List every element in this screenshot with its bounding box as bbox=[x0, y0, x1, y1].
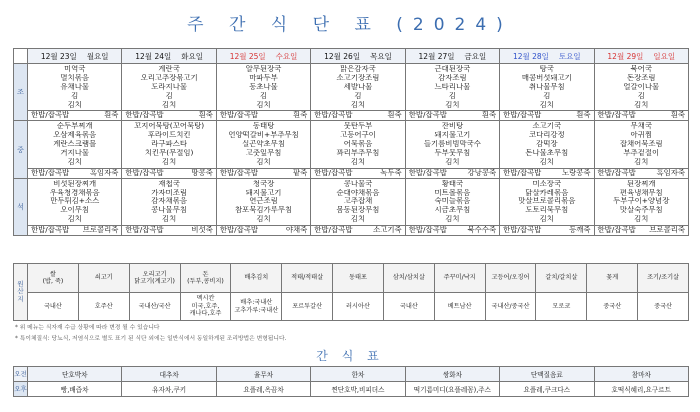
rice-option: 한밥/잡곡밥 bbox=[219, 167, 259, 177]
menu-item: 우육청경채볶음 bbox=[49, 188, 100, 197]
origin-country: 포르투갈산 bbox=[282, 293, 333, 321]
rice-option: 한밥/잡곡밥 bbox=[408, 110, 447, 120]
origin-item: 삼치/삼치살 bbox=[383, 264, 434, 293]
rice-option: 한밥/잡곡밥 bbox=[503, 110, 542, 120]
rice-option: 한밥/잡곡밥 bbox=[314, 225, 353, 235]
menu-cell bbox=[500, 121, 594, 178]
snack-item: 단맥질음료 bbox=[500, 367, 594, 382]
rice-row bbox=[500, 110, 593, 120]
origin-country: 멕시칸 미국,호주, 캐나다,호주 bbox=[180, 293, 231, 321]
porridge-option: 흑임자죽 bbox=[656, 167, 685, 177]
menu-item: 김치 bbox=[350, 100, 366, 109]
note-2: * 특이체질식: 당뇨식, 저염식으로 별도 표기 된 식단 외에는 일반식에서 동일하게된 조리방법은 변형됩니다. bbox=[15, 336, 287, 342]
rice-option: 한밥/잡곡밥 bbox=[219, 225, 259, 235]
snack-item: 쌍화차 bbox=[405, 367, 499, 382]
menu-item: 시금초무침 bbox=[434, 206, 471, 215]
menu-item: 어묵볶음 bbox=[343, 140, 373, 149]
porridge-option: 흰죽 bbox=[198, 110, 213, 120]
menu-item: 김치 bbox=[67, 100, 82, 109]
rice-row bbox=[595, 225, 688, 235]
rice-option: 한밥/잡곡밥 bbox=[597, 167, 636, 177]
day-weekday: 화요일 bbox=[181, 51, 203, 61]
snack-pm-label: 오후 bbox=[14, 382, 28, 397]
menu-item: 돼지불고기 bbox=[245, 188, 282, 197]
menu-item: 알무된장국 bbox=[245, 65, 282, 73]
menu-cell bbox=[311, 178, 405, 235]
snack-item: 대추차 bbox=[122, 367, 216, 382]
menu-item: 마파두부 bbox=[249, 73, 278, 82]
porridge-option: 소고기죽 bbox=[373, 225, 402, 235]
origin-country: 모로코 bbox=[536, 293, 587, 321]
menu-cell bbox=[28, 121, 122, 178]
origin-item: 주꾸미/낙지 bbox=[434, 264, 485, 293]
rice-row bbox=[311, 110, 404, 120]
menu-item: 연근조림 bbox=[249, 197, 278, 206]
menu-item: 맛살브로콜리볶음 bbox=[518, 197, 576, 206]
snack-table bbox=[13, 366, 689, 397]
menu-item: 미소장국 bbox=[532, 179, 562, 188]
menu-item: 거지나물 bbox=[60, 149, 89, 158]
menu-cell bbox=[405, 178, 499, 235]
menu-cell bbox=[500, 178, 594, 235]
porridge-option: 흰죽 bbox=[576, 110, 591, 120]
rice-row bbox=[28, 168, 121, 178]
rice-option: 한밥/잡곡밥 bbox=[125, 225, 164, 235]
rice-row bbox=[122, 110, 215, 120]
note-1: * 위 메뉴는 식자재 수급 상황에 따라 변경 될 수 있습니다 bbox=[15, 325, 160, 331]
origin-label: 원산지 bbox=[14, 264, 28, 321]
menu-item: 김치 bbox=[256, 100, 271, 109]
day-date: 12월 23일 bbox=[40, 51, 77, 61]
origin-country: 국내산 bbox=[28, 293, 79, 321]
menu-item: 김치 bbox=[634, 157, 649, 166]
rice-option: 한밥/잡곡밥 bbox=[31, 110, 70, 120]
menu-item: 소고기장조림 bbox=[336, 73, 380, 82]
menu-item: 가자미조림 bbox=[151, 188, 187, 197]
porridge-option: 흰죽 bbox=[104, 110, 119, 120]
menu-item: 뭇탄두부 bbox=[343, 122, 373, 131]
menu-item: 꼬지어묵탕(꼬어묵탕) bbox=[134, 122, 205, 131]
menu-cell bbox=[311, 64, 405, 121]
rice-option: 한밥/잡곡밥 bbox=[31, 225, 70, 235]
menu-item: 탕국 bbox=[539, 65, 554, 73]
menu-cell bbox=[594, 64, 688, 121]
menu-item: 김치 bbox=[539, 215, 554, 224]
menu-item: 동태탕 bbox=[252, 122, 275, 131]
rice-row bbox=[311, 225, 404, 235]
menu-item: 숙미늘볶음 bbox=[434, 197, 471, 206]
rice-option: 한밥/잡곡밥 bbox=[408, 225, 447, 235]
rice-option: 한밥/잡곡밥 bbox=[408, 167, 447, 177]
menu-item: 감자채볶음 bbox=[151, 197, 187, 206]
menu-item: 김 bbox=[259, 91, 268, 100]
menu-item: 김치 bbox=[445, 100, 460, 109]
rice-row bbox=[28, 110, 121, 120]
menu-item: 편육냉채무침 bbox=[619, 188, 663, 197]
menu-item: 오삼제육볶음 bbox=[53, 131, 97, 140]
snack-item: 빵,배즙차 bbox=[28, 382, 122, 397]
menu-item: 무채국 bbox=[630, 122, 652, 131]
menu-item: 소고기국 bbox=[532, 122, 562, 131]
rice-row bbox=[500, 225, 593, 235]
menu-item: 김 bbox=[543, 91, 551, 100]
snack-item: 찐단호박,비피더스 bbox=[311, 382, 405, 397]
menu-item: 순두부찌개 bbox=[56, 122, 93, 131]
menu-item: 도토리묵무침 bbox=[525, 206, 569, 215]
menu-item: 라구파스타 bbox=[151, 140, 187, 149]
rice-row bbox=[595, 110, 688, 120]
origin-item: 꽃게 bbox=[587, 264, 638, 293]
origin-item: 고등어/오징어 bbox=[485, 264, 536, 293]
page-title: 주 간 식 단 표 (2024) bbox=[187, 15, 513, 35]
menu-item: 김치 bbox=[350, 157, 366, 166]
day-date: 12월 28일 bbox=[512, 51, 549, 61]
menu-item: 김치 bbox=[445, 215, 460, 224]
menu-cell bbox=[500, 64, 594, 121]
origin-country: 국내산/중국산 bbox=[485, 293, 536, 321]
rice-row bbox=[217, 110, 310, 120]
origin-table bbox=[13, 263, 689, 321]
origin-item: 배추김치 bbox=[231, 264, 282, 293]
menu-item: 두부구이+양념장 bbox=[613, 197, 670, 206]
menu-item: 실곤약초무침 bbox=[242, 140, 285, 149]
menu-item: 김 bbox=[71, 91, 79, 100]
menu-item: 참포묵김가루무침 bbox=[234, 206, 293, 215]
origin-country: 베트남산 bbox=[434, 293, 485, 321]
rice-row bbox=[122, 168, 215, 178]
rice-option: 한밥/잡곡밥 bbox=[125, 167, 164, 177]
menu-item: 돼지불고기 bbox=[434, 131, 471, 140]
meal-row bbox=[14, 178, 689, 235]
day-header bbox=[311, 49, 405, 64]
origin-item: 쌀 (밥, 죽) bbox=[28, 264, 79, 293]
origin-item: 돈 (두부,콩비지) bbox=[180, 264, 231, 293]
day-weekday: 수요일 bbox=[275, 51, 298, 61]
menu-item: 치킨무(무절임) bbox=[144, 149, 194, 158]
menu-cell bbox=[594, 121, 688, 178]
rice-option: 한밥/잡곡밥 bbox=[219, 110, 259, 120]
menu-cell bbox=[311, 121, 405, 178]
rice-option: 한밥/잡곡밥 bbox=[31, 167, 70, 177]
menu-item: 고추잡채 bbox=[343, 197, 373, 206]
menu-item: 얼갈이나물 bbox=[623, 82, 660, 91]
origin-country: 호주산 bbox=[78, 293, 129, 321]
origin-item: 동태포 bbox=[333, 264, 384, 293]
menu-item: 김치 bbox=[161, 215, 177, 224]
day-weekday: 일요일 bbox=[653, 51, 676, 61]
origin-country: 국내산/국산 bbox=[129, 293, 180, 321]
snack-item: 떡기름미디(요플레꼼),주스 bbox=[405, 382, 499, 397]
menu-item: 꽈리부추무침 bbox=[336, 149, 380, 158]
origin-item: 쇠고기 bbox=[78, 264, 129, 293]
menu-cell bbox=[122, 64, 216, 121]
menu-item: 비섯된장찌개 bbox=[53, 179, 97, 188]
menu-item: 김치 bbox=[539, 100, 554, 109]
menu-cell bbox=[216, 121, 310, 178]
menu-item: 재첩국 bbox=[158, 179, 180, 188]
snack-item: 참마차 bbox=[594, 367, 688, 382]
porridge-option: 녹두죽 bbox=[380, 167, 402, 177]
day-date: 12월 27일 bbox=[418, 51, 455, 61]
menu-item: 고춧잎무침 bbox=[245, 149, 282, 158]
meal-label: 석 bbox=[14, 178, 28, 235]
menu-item: 미역국 bbox=[64, 65, 86, 73]
snack-item: 요플레,쿠크다스 bbox=[500, 382, 594, 397]
porridge-option: 야채죽 bbox=[285, 225, 308, 235]
snack-item: 율무차 bbox=[216, 367, 310, 382]
day-date: 12월 24일 bbox=[135, 51, 172, 61]
snack-am-label: 오전 bbox=[14, 367, 28, 382]
porridge-option: 브로콜리죽 bbox=[649, 225, 685, 235]
day-weekday: 목요일 bbox=[370, 51, 392, 61]
menu-cell bbox=[122, 121, 216, 178]
snack-item: 호떡식혜리,요구르트 bbox=[594, 382, 688, 397]
origin-country: 중국산 bbox=[587, 293, 638, 321]
menu-item: 닭살카레볶음 bbox=[525, 188, 569, 197]
porridge-option: 흰죽 bbox=[387, 110, 402, 120]
snack-item: 단호박차 bbox=[28, 367, 122, 382]
menu-item: 계란국 bbox=[158, 65, 180, 73]
porridge-option: 땅콩죽 bbox=[191, 167, 213, 177]
meal-label: 중 bbox=[14, 121, 28, 178]
day-header bbox=[28, 49, 122, 64]
menu-item: 김 bbox=[448, 91, 456, 100]
menu-item: 김치 bbox=[256, 215, 271, 224]
menu-item: 황태국 bbox=[441, 179, 464, 188]
menu-item: 두부뭇무침 bbox=[434, 149, 471, 158]
rice-row bbox=[595, 168, 688, 178]
rice-option: 한밥/잡곡밥 bbox=[314, 167, 353, 177]
menu-item: 세발나물 bbox=[343, 82, 373, 91]
menu-item: 김치 bbox=[67, 215, 82, 224]
rice-option: 한밥/잡곡밥 bbox=[314, 110, 353, 120]
day-date: 12월 25일 bbox=[229, 51, 266, 61]
menu-item: 김치 bbox=[256, 157, 271, 166]
porridge-option: 팥죽 bbox=[292, 167, 308, 177]
meal-row bbox=[14, 121, 689, 178]
menu-item: 김치 bbox=[634, 100, 649, 109]
menu-cell bbox=[405, 64, 499, 121]
menu-item: 감자조림 bbox=[438, 73, 467, 82]
menu-cell bbox=[122, 178, 216, 235]
menu-item: 콩나물무침 bbox=[151, 206, 187, 215]
menu-item: 만두튀김+소스 bbox=[50, 197, 100, 206]
menu-item: 코다리강정 bbox=[528, 131, 565, 140]
day-weekday: 금요일 bbox=[464, 51, 487, 61]
rice-row bbox=[217, 225, 310, 235]
menu-item: 김 bbox=[165, 91, 173, 100]
rice-row bbox=[122, 225, 215, 235]
porridge-option: 비섯죽 bbox=[191, 225, 213, 235]
origin-country: 중국산 bbox=[638, 293, 689, 321]
menu-item: 근대된장국 bbox=[434, 65, 471, 73]
rice-option: 한밥/잡곡밥 bbox=[597, 110, 636, 120]
origin-item: 적태/적태살 bbox=[282, 264, 333, 293]
porridge-option: 등깨죽 bbox=[569, 225, 591, 235]
snack-item: 한차 bbox=[311, 367, 405, 382]
day-weekday: 월요일 bbox=[86, 51, 109, 61]
menu-item: 잔비탕 bbox=[441, 122, 464, 131]
menu-item: 김치 bbox=[539, 157, 554, 166]
menu-item: 순대야채볶음 bbox=[336, 188, 380, 197]
rice-option: 한밥/잡곡밥 bbox=[125, 110, 164, 120]
rice-row bbox=[406, 225, 499, 235]
origin-item: 오리고기 닭고기(계고기) bbox=[129, 264, 180, 293]
day-date: 12월 29일 bbox=[607, 51, 644, 61]
origin-country: 배추:국내산 고추가루:국내산 bbox=[231, 293, 282, 321]
menu-item: 김치 bbox=[161, 100, 177, 109]
rice-row bbox=[28, 225, 121, 235]
rice-row bbox=[217, 168, 310, 178]
rice-option: 한밥/잡곡밥 bbox=[597, 225, 636, 235]
menu-item: 유채나물 bbox=[60, 82, 89, 91]
rice-option: 한밥/잡곡밥 bbox=[503, 167, 542, 177]
menu-cell bbox=[594, 178, 688, 235]
menu-item: 오리고추장볶고기 bbox=[140, 73, 198, 82]
menu-item: 도라지나물 bbox=[151, 82, 187, 91]
snack-title: 간 식 표 bbox=[316, 349, 384, 363]
menu-cell bbox=[216, 178, 310, 235]
meal-row bbox=[14, 64, 689, 121]
rice-row bbox=[406, 110, 499, 120]
origin-country: 국내산 bbox=[383, 293, 434, 321]
menu-item: 콩나물국 bbox=[343, 179, 373, 188]
rice-option: 한밥/잡곡밥 bbox=[503, 225, 542, 235]
menu-item: 멸치볶음 bbox=[60, 73, 89, 82]
day-header bbox=[122, 49, 216, 64]
menu-item: 후라이드치킨 bbox=[147, 131, 191, 140]
menu-cell bbox=[216, 64, 310, 121]
menu-item: 맛살숙주무침 bbox=[619, 206, 663, 215]
rice-row bbox=[406, 168, 499, 178]
menu-item: 맑은감자국 bbox=[340, 65, 376, 73]
day-header bbox=[594, 49, 688, 64]
day-header bbox=[500, 49, 594, 64]
menu-item: 된장찌개 bbox=[626, 179, 656, 188]
rice-row bbox=[500, 168, 593, 178]
menu-item: 감떡장 bbox=[536, 140, 558, 149]
menu-item: 아귀찜 bbox=[630, 131, 652, 140]
porridge-option: 흰죽 bbox=[670, 110, 685, 120]
porridge-option: 노랑콩죽 bbox=[561, 167, 591, 177]
menu-item: 계란스크램블 bbox=[53, 140, 97, 149]
snack-item: 유자차,쿠키 bbox=[122, 382, 216, 397]
menu-item: 언양떡갈비+부추무침 bbox=[228, 131, 299, 140]
menu-item: 들기름비빔막국수 bbox=[423, 140, 481, 149]
menu-item: 김치 bbox=[634, 215, 649, 224]
porridge-option: 브로콜리죽 bbox=[82, 225, 119, 235]
menu-item: 김 bbox=[354, 91, 362, 100]
day-header bbox=[216, 49, 310, 64]
menu-item: 잡채어묵조림 bbox=[619, 140, 663, 149]
porridge-option: 강낭콩죽 bbox=[467, 167, 497, 177]
day-weekday: 토요일 bbox=[558, 51, 581, 61]
porridge-option: 흰죽 bbox=[292, 110, 308, 120]
menu-item: 김치 bbox=[350, 215, 366, 224]
menu-item: 김 bbox=[637, 91, 645, 100]
menu-item: 돈나물초무침 bbox=[525, 149, 569, 158]
menu-item: 부추겉절이 bbox=[623, 149, 660, 158]
origin-item: 갈치/갈치살 bbox=[536, 264, 587, 293]
origin-item: 조기/조기살 bbox=[638, 264, 689, 293]
menu-item: 돈장조림 bbox=[626, 73, 656, 82]
rice-row bbox=[311, 168, 404, 178]
menu-cell bbox=[28, 64, 122, 121]
menu-cell bbox=[405, 121, 499, 178]
menu-item: 매콤버섯돼고기 bbox=[521, 73, 572, 82]
menu-item: 김치 bbox=[67, 157, 82, 166]
menu-item: 동초나물 bbox=[249, 82, 278, 91]
menu-cell bbox=[28, 178, 122, 235]
meal-label: 조 bbox=[14, 64, 28, 121]
weekly-meal-table bbox=[13, 48, 689, 236]
menu-item: 고등어구이 bbox=[340, 131, 376, 140]
menu-item: 느타리나물 bbox=[434, 82, 471, 91]
menu-item: 김치 bbox=[445, 157, 460, 166]
snack-item: 요플레,옥끔차 bbox=[216, 382, 310, 397]
porridge-option: 흑임자죽 bbox=[89, 167, 119, 177]
menu-item: 취나물무침 bbox=[528, 82, 565, 91]
day-date: 12월 26일 bbox=[324, 51, 361, 61]
porridge-option: 북수수죽 bbox=[467, 225, 497, 235]
day-header bbox=[405, 49, 499, 64]
porridge-option: 흰죽 bbox=[481, 110, 497, 120]
menu-item: 김치 bbox=[161, 157, 177, 166]
origin-country: 러시아산 bbox=[333, 293, 384, 321]
corner-cell bbox=[14, 49, 28, 64]
menu-item: 미트볼볶음 bbox=[434, 188, 471, 197]
menu-item: 청국장 bbox=[252, 179, 275, 188]
menu-item: 북어국 bbox=[630, 65, 652, 73]
menu-item: 오이무침 bbox=[60, 206, 89, 215]
menu-item: 봄동된장무침 bbox=[336, 206, 380, 215]
